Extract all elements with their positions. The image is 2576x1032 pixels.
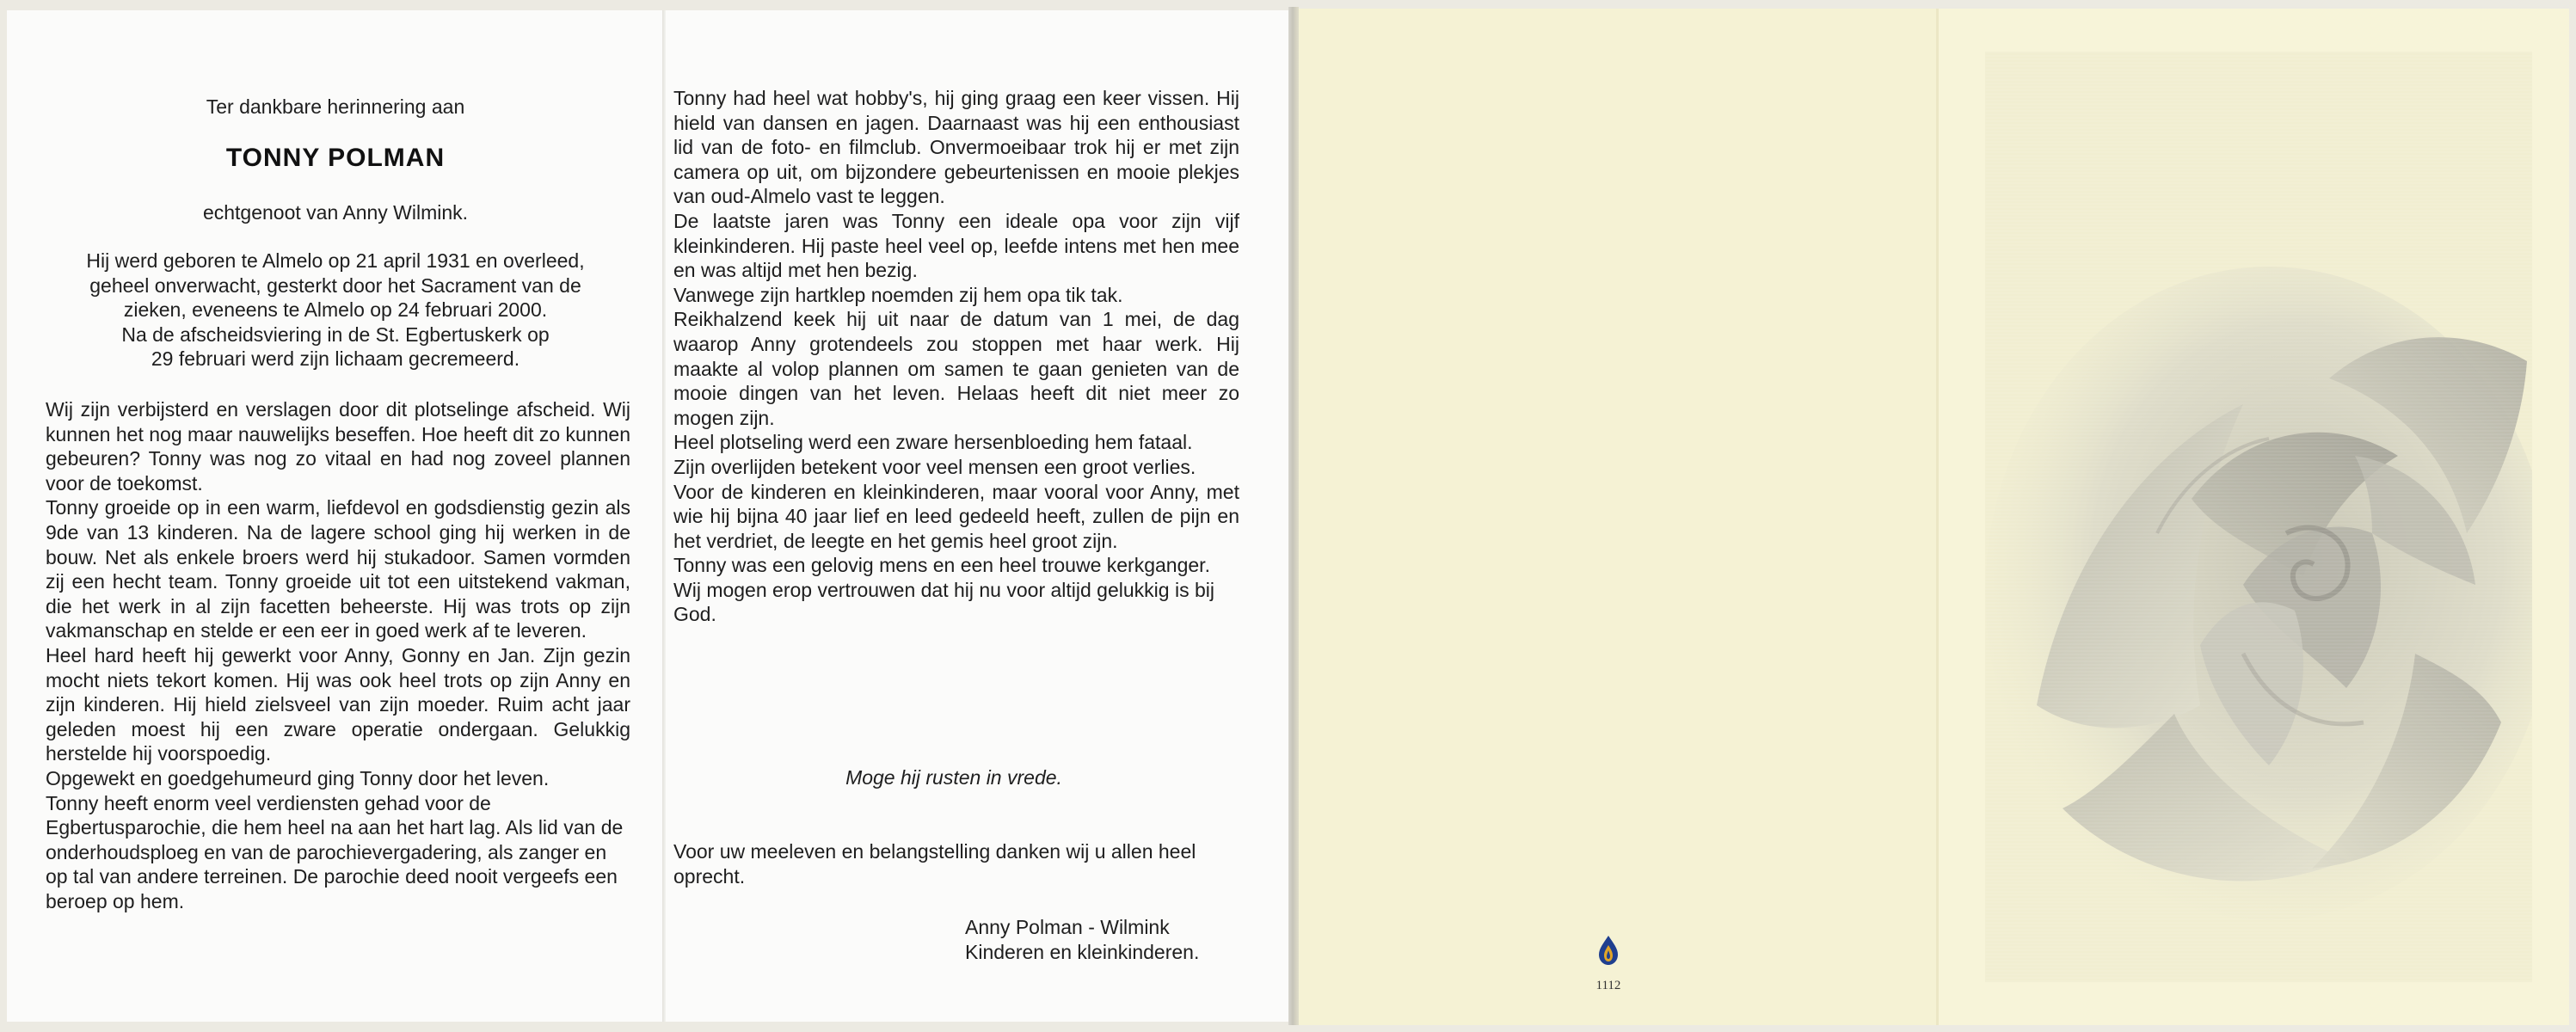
biography-paragraph: Vanwege zijn hartklep noemden zij hem opa tik tak. [673,283,1123,306]
biography-paragraph: Tonny was een gelovig mens en een heel trouwe kerkganger. Wij mogen erop vertrouwen dat hij nu voor altijd gelukkig is bij God. [673,554,1214,626]
life-dates-line: zieken, eveneens te Almelo op 24 februari 2000. [123,298,548,322]
biography-paragraph: Tonny groeide op in een warm, liefdevol en godsdienstig gezin als 9de van 13 kinderen. Na de lagere school ging hij werken in de bouw. Net als enkele broers werd hij stukadoor. Samen vormden zij een hecht team. Tonny groeide uit tot een uitstekend vakman, die het werk in al zijn facetten beheerste. Hij was trots op zijn vakmanschap en stelde er een eer in goed werk af te leveren. [46,496,630,642]
life-dates-line: Na de afscheidsviering in de St. Egbertuskerk op [121,322,550,346]
thanks-text: Voor uw meeleven en belangstelling danken wij u allen heel oprecht. [673,840,1196,888]
card-edge [1288,7,1299,1025]
biography-right [673,86,1239,627]
biography-paragraph: Heel hard heeft hij gewerkt voor Anny, Gonny en Jan. Zijn gezin mocht niets tekort komen. Hij was ook heel trots op zijn Anny en zijn kinderen. Hij hield zielsveel van zijn moeder. Ruim acht jaar geleden moest hij een zware operatie ondergaan. Gelukkig herstelde hij voorspoedig. [46,643,630,765]
signature-family: Kinderen en kleinkinderen. [965,940,1200,963]
biography-paragraph: Opgewekt en goedgehumeurd ging Tonny door het leven. [46,766,550,789]
life-dates-block [41,249,630,372]
signature-name: Anny Polman - Wilmink [965,916,1170,938]
biography-paragraph: Tonny heeft enorm veel verdiensten gehad voor de Egbertusparochie, die hem heel na aan het hart lag. Als lid van de onderhoudsploeg en van de parochievergadering, als zanger en op tal van andere terreinen. De parochie deed nooit vergeefs een beroep op hem. [46,791,624,912]
biography-paragraph: Zijn overlijden betekent voor veel mensen een groot verlies. [673,455,1196,478]
printer-code: 1112 [1595,979,1621,992]
biography-paragraph: De laatste jaren was Tonny een ideale opa voor zijn vijf kleinkinderen. Hij paste heel veel op, leefde intens met hen mee en was altijd met hen bezig. [673,209,1239,282]
biography-paragraph: Voor de kinderen en kleinkinderen, maar vooral voor Anny, met wie hij bijna 40 jaar lief en leed gedeeld heeft, zullen de pijn en het verdriet, de leegte en het gemis heel groot zijn. [673,480,1239,552]
signature-block [965,915,1309,964]
biography-paragraph: Wij zijn verbijsterd en verslagen door dit plotselinge afscheid. Wij kunnen het nog maar nauwelijks beseffen. Hoe heeft dit zo kunnen gebeuren? Tonny was nog zo vitaal en had nog zoveel plannen voor de toekomst. [46,398,630,494]
biography-paragraph: Reikhalzend keek hij uit naar de datum van 1 mei, de dag waarop Anny grotendeels zou stoppen met haar werk. Hij maakte al volop plannen om samen te gaan genieten van de mooie dingen van het leven. Helaas heeft dit niet meer zo mogen zijn. [673,308,1239,429]
biography-left [46,397,630,913]
biography-paragraph: Heel plotseling werd een zware hersenbloeding hem fataal. [673,431,1193,454]
life-dates-line: geheel onverwacht, gesterkt door het Sacrament van de [89,273,581,297]
rose-image [1985,52,2532,982]
back-cover-page [1299,9,1937,1025]
biography-paragraph: Tonny had heel wat hobby's, hij ging graag een keer vissen. Hij hield van dansen en jagen. Daarnaast was hij een enthousiast lid van de foto- en filmclub. Onvermoeibaar trok hij er met zijn camera op uit, om bijzondere gebeurtenissen en mooie plekjes van oud-Almelo vast te leggen. [673,87,1239,208]
life-dates-line: 29 februari werd zijn lichaam gecremeerd. [151,347,520,371]
deceased-name: TONNY POLMAN [225,144,446,172]
intro-text: Ter dankbare herinnering aan [206,95,465,118]
card-page-left [7,10,664,1022]
closing-phrase: Moge hij rusten in vrede. [845,766,1062,789]
flame-drop-icon [1598,935,1619,966]
spouse-text: echtgenoot van Anny Wilmink. [202,201,469,224]
life-dates-line: Hij werd geboren te Almelo op 21 april 1931 en overleed, [86,249,585,272]
